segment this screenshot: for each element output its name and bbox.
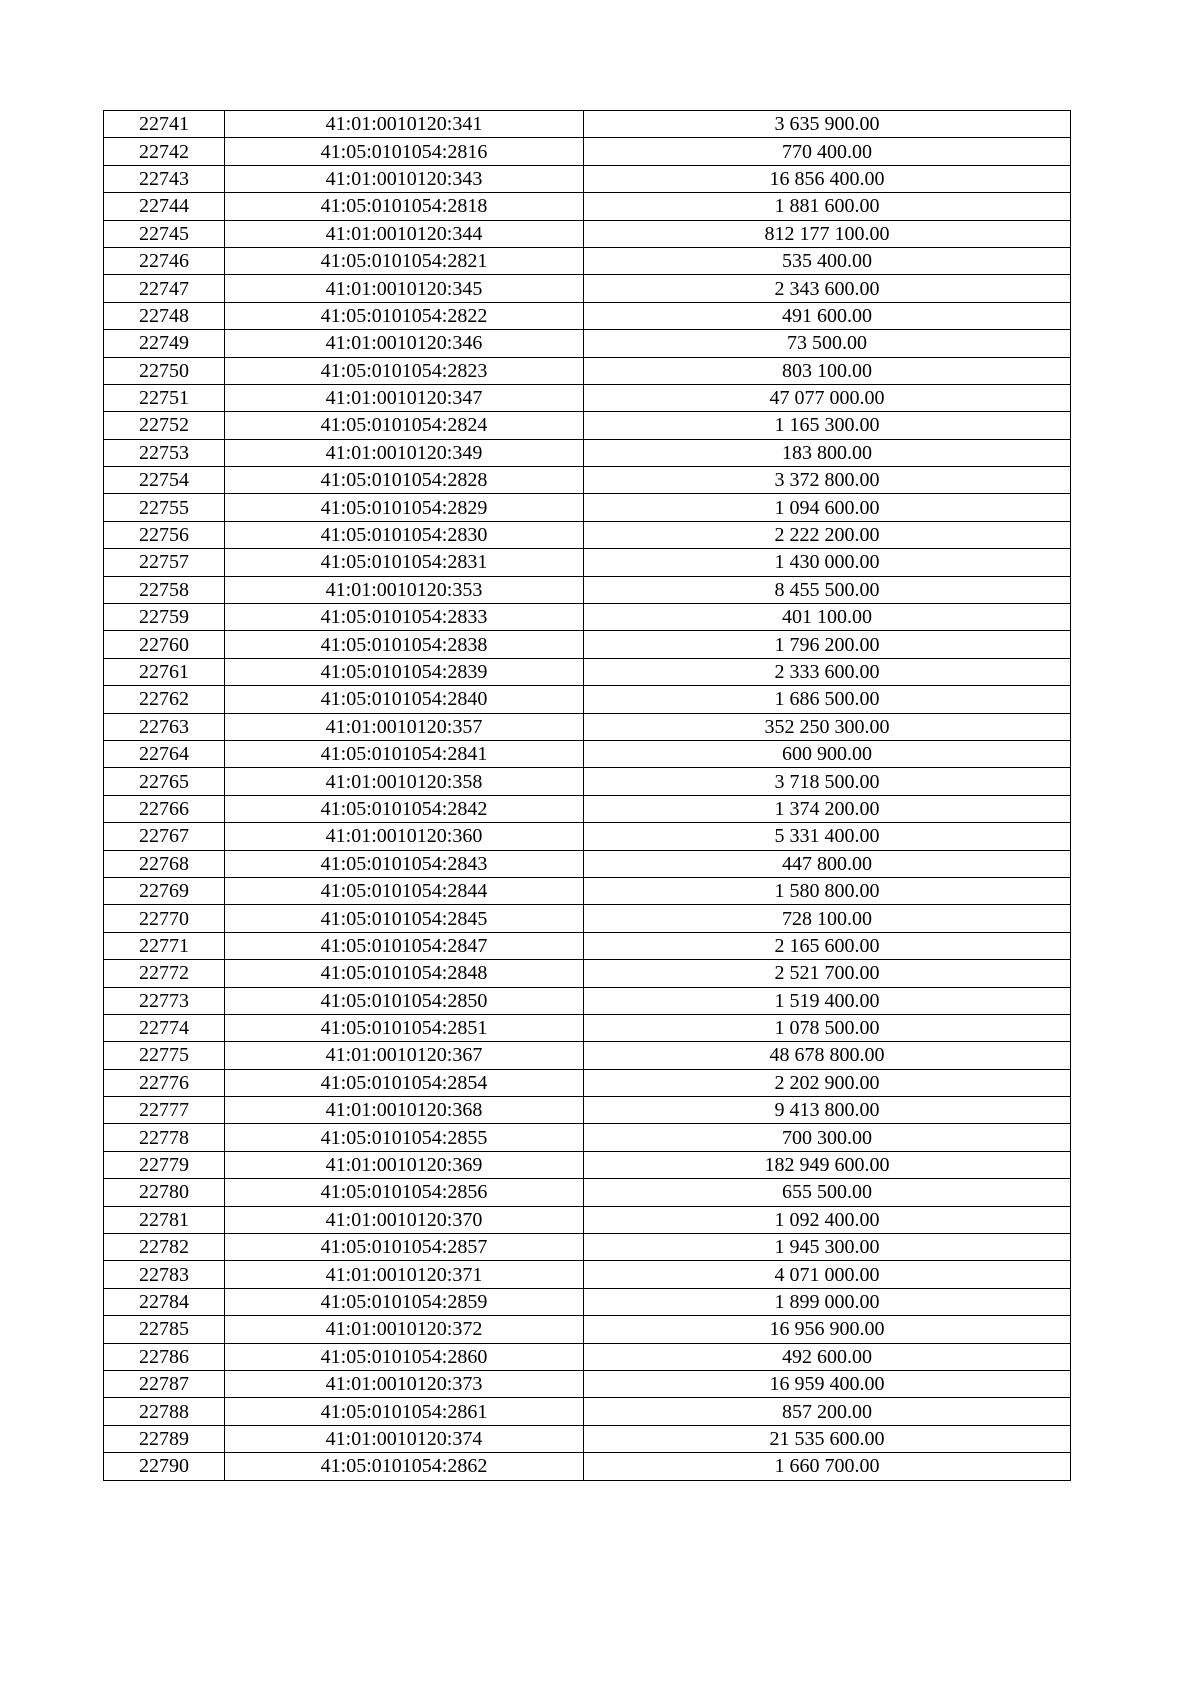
cadastral-number-cell: 41:05:0101054:2850: [225, 987, 584, 1014]
cadastral-value-cell: 1 092 400.00: [584, 1206, 1071, 1233]
row-number-cell: 22768: [104, 850, 225, 877]
row-number-cell: 22754: [104, 467, 225, 494]
cadastral-value-cell: 73 500.00: [584, 330, 1071, 357]
cadastral-value-cell: 2 343 600.00: [584, 275, 1071, 302]
cadastral-number-cell: 41:01:0010120:373: [225, 1370, 584, 1397]
cadastral-value-cell: 1 078 500.00: [584, 1014, 1071, 1041]
cadastral-value-cell: 2 333 600.00: [584, 658, 1071, 685]
row-number-cell: 22744: [104, 193, 225, 220]
row-number-cell: 22780: [104, 1179, 225, 1206]
table-row: [104, 247, 1071, 274]
cadastral-value-cell: 1 374 200.00: [584, 795, 1071, 822]
cadastral-value-cell: 1 881 600.00: [584, 193, 1071, 220]
cadastral-number-cell: 41:05:0101054:2831: [225, 549, 584, 576]
cadastral-value-cell: 1 094 600.00: [584, 494, 1071, 521]
table-row: [104, 795, 1071, 822]
cadastral-number-cell: 41:05:0101054:2823: [225, 357, 584, 384]
cadastral-number-cell: 41:05:0101054:2843: [225, 850, 584, 877]
cadastral-value-cell: 8 455 500.00: [584, 576, 1071, 603]
row-number-cell: 22762: [104, 686, 225, 713]
table-row: [104, 138, 1071, 165]
table-row: [104, 165, 1071, 192]
cadastral-number-cell: 41:01:0010120:358: [225, 768, 584, 795]
table-row: [104, 494, 1071, 521]
cadastral-value-cell: 3 635 900.00: [584, 111, 1071, 138]
row-number-cell: 22757: [104, 549, 225, 576]
row-number-cell: 22770: [104, 905, 225, 932]
cadastral-number-cell: 41:05:0101054:2816: [225, 138, 584, 165]
cadastral-number-cell: 41:05:0101054:2845: [225, 905, 584, 932]
row-number-cell: 22765: [104, 768, 225, 795]
row-number-cell: 22766: [104, 795, 225, 822]
cadastral-value-cell: 47 077 000.00: [584, 384, 1071, 411]
row-number-cell: 22741: [104, 111, 225, 138]
row-number-cell: 22783: [104, 1261, 225, 1288]
cadastral-value-cell: 4 071 000.00: [584, 1261, 1071, 1288]
table-row: [104, 467, 1071, 494]
cadastral-value-cell: 16 959 400.00: [584, 1370, 1071, 1397]
cadastral-number-cell: 41:05:0101054:2841: [225, 740, 584, 767]
row-number-cell: 22786: [104, 1343, 225, 1370]
table-row: [104, 1425, 1071, 1452]
row-number-cell: 22745: [104, 220, 225, 247]
row-number-cell: 22760: [104, 631, 225, 658]
table-row: [104, 384, 1071, 411]
row-number-cell: 22781: [104, 1206, 225, 1233]
table-row: [104, 932, 1071, 959]
cadastral-number-cell: 41:05:0101054:2838: [225, 631, 584, 658]
cadastral-number-cell: 41:01:0010120:372: [225, 1316, 584, 1343]
cadastral-number-cell: 41:05:0101054:2828: [225, 467, 584, 494]
cadastral-value-cell: 1 899 000.00: [584, 1288, 1071, 1315]
cadastral-value-cell: 600 900.00: [584, 740, 1071, 767]
row-number-cell: 22785: [104, 1316, 225, 1343]
cadastral-number-cell: 41:05:0101054:2839: [225, 658, 584, 685]
cadastral-value-cell: 857 200.00: [584, 1398, 1071, 1425]
row-number-cell: 22755: [104, 494, 225, 521]
cadastral-value-cell: 182 949 600.00: [584, 1151, 1071, 1178]
cadastral-number-cell: 41:01:0010120:341: [225, 111, 584, 138]
cadastral-number-cell: 41:01:0010120:374: [225, 1425, 584, 1452]
cadastral-number-cell: 41:05:0101054:2842: [225, 795, 584, 822]
cadastral-number-cell: 41:01:0010120:349: [225, 439, 584, 466]
cadastral-number-cell: 41:05:0101054:2818: [225, 193, 584, 220]
row-number-cell: 22773: [104, 987, 225, 1014]
cadastral-number-cell: 41:01:0010120:357: [225, 713, 584, 740]
table-row: [104, 1151, 1071, 1178]
table-row: [104, 111, 1071, 138]
table-row: [104, 1288, 1071, 1315]
cadastral-value-cell: 9 413 800.00: [584, 1097, 1071, 1124]
row-number-cell: 22758: [104, 576, 225, 603]
cadastral-number-cell: 41:01:0010120:353: [225, 576, 584, 603]
cadastral-value-cell: 48 678 800.00: [584, 1042, 1071, 1069]
cadastral-number-cell: 41:05:0101054:2855: [225, 1124, 584, 1151]
table-row: [104, 960, 1071, 987]
row-number-cell: 22777: [104, 1097, 225, 1124]
cadastral-value-cell: 183 800.00: [584, 439, 1071, 466]
cadastral-number-cell: 41:05:0101054:2861: [225, 1398, 584, 1425]
cadastral-number-cell: 41:05:0101054:2821: [225, 247, 584, 274]
table-row: [104, 740, 1071, 767]
table-row: [104, 275, 1071, 302]
cadastral-value-cell: 1 430 000.00: [584, 549, 1071, 576]
table-row: [104, 1124, 1071, 1151]
cadastral-value-cell: 352 250 300.00: [584, 713, 1071, 740]
cadastral-value-cell: 728 100.00: [584, 905, 1071, 932]
cadastral-value-cell: 1 519 400.00: [584, 987, 1071, 1014]
row-number-cell: 22784: [104, 1288, 225, 1315]
row-number-cell: 22742: [104, 138, 225, 165]
row-number-cell: 22787: [104, 1370, 225, 1397]
cadastral-number-cell: 41:01:0010120:370: [225, 1206, 584, 1233]
row-number-cell: 22774: [104, 1014, 225, 1041]
cadastral-value-cell: 700 300.00: [584, 1124, 1071, 1151]
cadastral-value-cell: 492 600.00: [584, 1343, 1071, 1370]
cadastral-value-cell: 1 165 300.00: [584, 412, 1071, 439]
row-number-cell: 22788: [104, 1398, 225, 1425]
table-row: [104, 686, 1071, 713]
row-number-cell: 22772: [104, 960, 225, 987]
table-row: [104, 1398, 1071, 1425]
cadastral-value-table: [103, 110, 1071, 1481]
row-number-cell: 22779: [104, 1151, 225, 1178]
cadastral-number-cell: 41:01:0010120:347: [225, 384, 584, 411]
table-row: [104, 1179, 1071, 1206]
cadastral-value-cell: 535 400.00: [584, 247, 1071, 274]
table-row: [104, 1042, 1071, 1069]
table-row: [104, 330, 1071, 357]
table-row: [104, 576, 1071, 603]
cadastral-number-cell: 41:05:0101054:2840: [225, 686, 584, 713]
table-row: [104, 905, 1071, 932]
table-row: [104, 768, 1071, 795]
cadastral-value-cell: 447 800.00: [584, 850, 1071, 877]
row-number-cell: 22789: [104, 1425, 225, 1452]
cadastral-value-cell: 770 400.00: [584, 138, 1071, 165]
cadastral-number-cell: 41:05:0101054:2822: [225, 302, 584, 329]
cadastral-number-cell: 41:05:0101054:2824: [225, 412, 584, 439]
cadastral-number-cell: 41:01:0010120:360: [225, 823, 584, 850]
cadastral-value-cell: 16 956 900.00: [584, 1316, 1071, 1343]
table-row: [104, 1234, 1071, 1261]
cadastral-number-cell: 41:05:0101054:2854: [225, 1069, 584, 1096]
cadastral-number-cell: 41:01:0010120:369: [225, 1151, 584, 1178]
table-row: [104, 549, 1071, 576]
cadastral-value-cell: 401 100.00: [584, 604, 1071, 631]
table-row: [104, 1206, 1071, 1233]
table-row: [104, 412, 1071, 439]
cadastral-value-cell: 1 796 200.00: [584, 631, 1071, 658]
table-row: [104, 1069, 1071, 1096]
row-number-cell: 22749: [104, 330, 225, 357]
table-row: [104, 631, 1071, 658]
cadastral-number-cell: 41:05:0101054:2848: [225, 960, 584, 987]
cadastral-value-cell: 1 945 300.00: [584, 1234, 1071, 1261]
row-number-cell: 22771: [104, 932, 225, 959]
cadastral-number-cell: 41:01:0010120:344: [225, 220, 584, 247]
table-row: [104, 439, 1071, 466]
cadastral-value-cell: 1 580 800.00: [584, 877, 1071, 904]
cadastral-value-cell: 803 100.00: [584, 357, 1071, 384]
table-row: [104, 1343, 1071, 1370]
row-number-cell: 22767: [104, 823, 225, 850]
cadastral-value-cell: 2 521 700.00: [584, 960, 1071, 987]
row-number-cell: 22746: [104, 247, 225, 274]
cadastral-number-cell: 41:05:0101054:2829: [225, 494, 584, 521]
cadastral-value-cell: 2 165 600.00: [584, 932, 1071, 959]
cadastral-number-cell: 41:05:0101054:2857: [225, 1234, 584, 1261]
row-number-cell: 22743: [104, 165, 225, 192]
cadastral-value-cell: 491 600.00: [584, 302, 1071, 329]
table-body: [104, 111, 1071, 1481]
row-number-cell: 22761: [104, 658, 225, 685]
row-number-cell: 22764: [104, 740, 225, 767]
row-number-cell: 22750: [104, 357, 225, 384]
table-row: [104, 1097, 1071, 1124]
cadastral-number-cell: 41:05:0101054:2859: [225, 1288, 584, 1315]
table-row: [104, 302, 1071, 329]
table-row: [104, 823, 1071, 850]
cadastral-number-cell: 41:05:0101054:2851: [225, 1014, 584, 1041]
row-number-cell: 22747: [104, 275, 225, 302]
table-row: [104, 987, 1071, 1014]
row-number-cell: 22769: [104, 877, 225, 904]
cadastral-number-cell: 41:01:0010120:343: [225, 165, 584, 192]
cadastral-value-cell: 21 535 600.00: [584, 1425, 1071, 1452]
cadastral-number-cell: 41:01:0010120:368: [225, 1097, 584, 1124]
cadastral-number-cell: 41:01:0010120:345: [225, 275, 584, 302]
table-row: [104, 713, 1071, 740]
cadastral-value-cell: 812 177 100.00: [584, 220, 1071, 247]
row-number-cell: 22759: [104, 604, 225, 631]
cadastral-value-cell: 655 500.00: [584, 1179, 1071, 1206]
table-row: [104, 1370, 1071, 1397]
cadastral-value-cell: 2 222 200.00: [584, 521, 1071, 548]
table-row: [104, 1316, 1071, 1343]
row-number-cell: 22753: [104, 439, 225, 466]
table-row: [104, 220, 1071, 247]
row-number-cell: 22775: [104, 1042, 225, 1069]
table-row: [104, 357, 1071, 384]
cadastral-number-cell: 41:01:0010120:367: [225, 1042, 584, 1069]
cadastral-number-cell: 41:05:0101054:2860: [225, 1343, 584, 1370]
table-row: [104, 1014, 1071, 1041]
cadastral-value-cell: 3 718 500.00: [584, 768, 1071, 795]
row-number-cell: 22776: [104, 1069, 225, 1096]
row-number-cell: 22752: [104, 412, 225, 439]
row-number-cell: 22778: [104, 1124, 225, 1151]
cadastral-value-cell: 1 686 500.00: [584, 686, 1071, 713]
table-row: [104, 1261, 1071, 1288]
row-number-cell: 22790: [104, 1453, 225, 1480]
table-row: [104, 850, 1071, 877]
cadastral-number-cell: 41:05:0101054:2862: [225, 1453, 584, 1480]
row-number-cell: 22763: [104, 713, 225, 740]
row-number-cell: 22756: [104, 521, 225, 548]
table-row: [104, 1453, 1071, 1480]
cadastral-number-cell: 41:01:0010120:371: [225, 1261, 584, 1288]
cadastral-value-cell: 5 331 400.00: [584, 823, 1071, 850]
cadastral-value-cell: 1 660 700.00: [584, 1453, 1071, 1480]
table-row: [104, 193, 1071, 220]
row-number-cell: 22751: [104, 384, 225, 411]
table-row: [104, 877, 1071, 904]
table-row: [104, 521, 1071, 548]
cadastral-number-cell: 41:05:0101054:2844: [225, 877, 584, 904]
table-row: [104, 604, 1071, 631]
table-row: [104, 658, 1071, 685]
cadastral-number-cell: 41:01:0010120:346: [225, 330, 584, 357]
cadastral-number-cell: 41:05:0101054:2833: [225, 604, 584, 631]
cadastral-value-cell: 2 202 900.00: [584, 1069, 1071, 1096]
row-number-cell: 22782: [104, 1234, 225, 1261]
cadastral-number-cell: 41:05:0101054:2856: [225, 1179, 584, 1206]
cadastral-value-cell: 3 372 800.00: [584, 467, 1071, 494]
cadastral-value-cell: 16 856 400.00: [584, 165, 1071, 192]
cadastral-number-cell: 41:05:0101054:2830: [225, 521, 584, 548]
row-number-cell: 22748: [104, 302, 225, 329]
cadastral-number-cell: 41:05:0101054:2847: [225, 932, 584, 959]
